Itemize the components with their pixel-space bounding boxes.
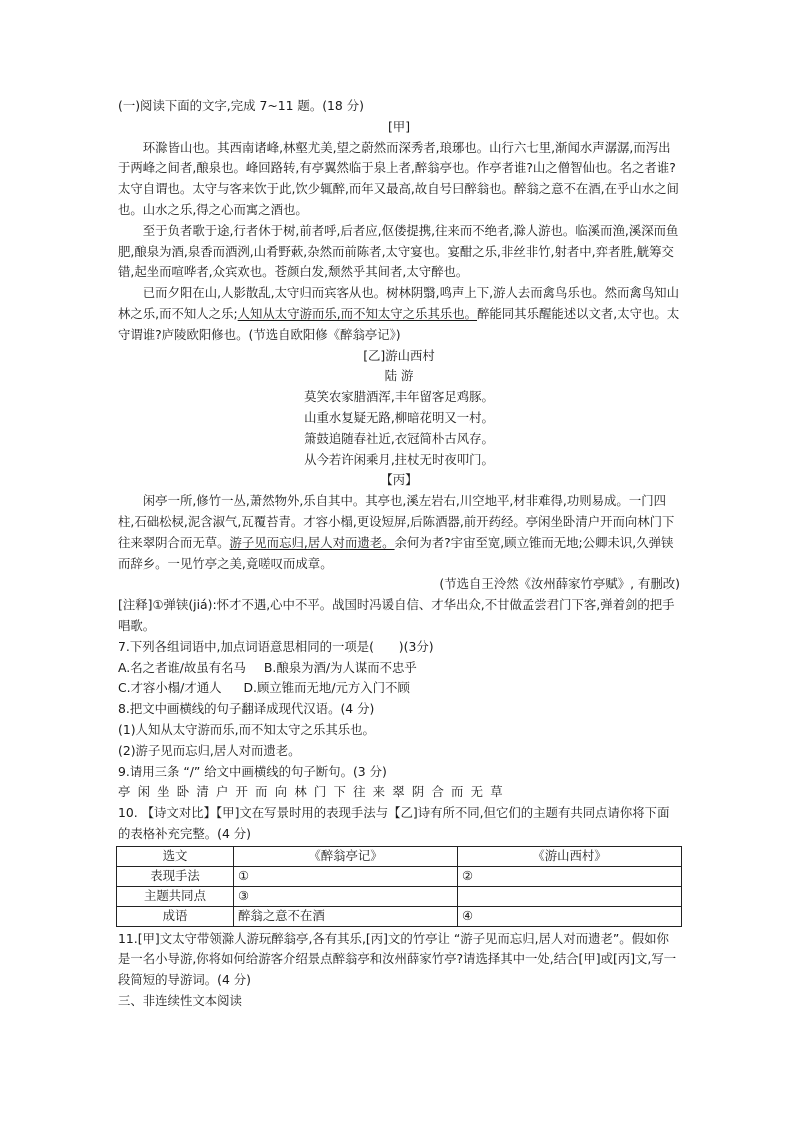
- poem-line: 山重水复疑无路,柳暗花明又一村。: [304, 409, 494, 425]
- table-cell: 醉翁之意不在酒: [234, 906, 458, 926]
- q8-item-2: (2)游子见而忘归,居人对而遗老。: [118, 742, 301, 758]
- text-yi-title: [乙]游山西村: [363, 347, 435, 363]
- q7-stem: 7.下列各组词语中,加点词语意思相同的一项是( )(3分): [118, 638, 434, 654]
- q9-stem: 9.请用三条 “/” 给文中画横线的句子断句。(3 分): [118, 763, 387, 779]
- annotation-note: [注释]①弹铗(jiá):怀才不遇,心中不平。战国时冯谖自信、才华出众,不甘做孟尝君门下客,弹着剑的把手唱歌。: [118, 597, 675, 633]
- text-jia-paragraph-3: [118, 283, 680, 345]
- q8-item-1: (1)人知从太守游而乐,而不知太守之乐其乐也。: [118, 721, 375, 737]
- section-header: (一)阅读下面的文字,完成 7~11 题。(18 分): [118, 98, 364, 113]
- next-section-heading: 三、非连续性文本阅读: [118, 993, 242, 1009]
- text-jia-p3-start: 已而夕阳在山,人影散乱,太守归而宾客从也。树林阴翳,鸣声上下,游人去而禽鸟乐也。然而禽鸟知山林之乐,而不知人之乐;: [118, 285, 679, 321]
- table-cell: 《醉翁亭记》: [234, 846, 458, 866]
- comparison-table: [116, 846, 682, 927]
- text-bing-paragraph: [118, 491, 680, 574]
- q7-option-c: C.才容小榻/才通人: [118, 680, 222, 696]
- underlined-sentence-bing: 游子见而忘归,居人对而遗老。: [229, 534, 395, 550]
- text-bing-source: (节选自王泠然《汝州薛家竹亭赋》, 有删改): [439, 576, 680, 592]
- q10-stem: 10. 【诗文对比】【甲]文在写景时用的表现手法与【乙]诗有所不同,但它们的主题有共同点请你将下面的表格补充完整。(4 分): [118, 805, 670, 841]
- q7-option-d: D.顾立锥而无地/元方入门不顾: [243, 680, 410, 696]
- text-jia-paragraph-2: 至于负者歌于途,行者休于树,前者呼,后者应,伛偻提携,往来而不绝者,滁人游也。临溪而渔,溪深而鱼肥,酿泉为酒,泉香而酒洌,山肴野蔌,杂然而前陈者,太守宴也。宴酣之乐,非丝非竹,射者中,弈者胜,觥筹交错,起坐而喧哗者,众宾欢也。苍颜白发,颓然乎其间者,太守醉也。: [118, 222, 679, 280]
- q7-options-row-2: [118, 678, 680, 699]
- q8-stem: 8.把文中画横线的句子翻译成现代汉语。(4 分): [118, 701, 375, 717]
- text-jia-paragraph-1: 环滁皆山也。其西南诸峰,林壑尤美,望之蔚然而深秀者,琅琊也。山行六七里,渐闻水声潺潺,而泻出于两峰之间者,酿泉也。峰回路转,有亭翼然临于泉上者,醉翁亭也。作亭者谁?山之僧智仙也。名之者谁?太守自谓也。太守与客来饮于此,饮少辄醉,而年又最高,故自号曰醉翁也。醉翁之意不在酒,在乎山水之间也。山水之乐,得之心而寓之酒也。: [118, 139, 679, 217]
- table-cell: ④: [458, 906, 682, 926]
- table-row: [117, 886, 682, 906]
- text-jia-p3-end: 醉能同其乐醒能述以文者,太守也。太守谓谁?庐陵欧阳修也。(节选自欧阳修《醉翁亭记》): [118, 305, 680, 342]
- poem-line: 箫鼓追随春社近,衣冠简朴古风存。: [304, 430, 494, 446]
- q7-options-row-1: [118, 658, 680, 679]
- table-cell: 选文: [117, 846, 234, 866]
- text-bing-label: 【丙】: [380, 472, 418, 488]
- table-cell: ①: [234, 866, 458, 886]
- poem-line: 莫笑农家腊酒浑,丰年留客足鸡豚。: [304, 389, 494, 405]
- text-bing-end: 余何为者?宇宙至宽,顾立锥而无地;公卿未识,久弹铗而辞乡。一见竹亭之美,竟嗟叹而成章。: [118, 534, 674, 571]
- q11-stem: 11.[甲]文太守带领滁人游玩醉翁亭,各有其乐,[丙]文的竹亭让 “游子见而忘归,居人对而遗老”。假如你是一名小导游,你将如何给游客介绍景点醉翁亭和汝州薛家竹亭?请选择其中一处,结合[甲]或[丙]文,写一段简短的导游词。(4 分): [118, 930, 677, 988]
- table-header-row: [117, 846, 682, 866]
- table-cell: 成语: [117, 906, 234, 926]
- table-cell: 表现手法: [117, 866, 234, 886]
- text-yi-author: 陆 游: [384, 368, 414, 384]
- table-cell: ②: [458, 866, 682, 886]
- table-row: [117, 906, 682, 926]
- text-jia-label: [甲]: [387, 118, 411, 134]
- q7-option-b: B.酿泉为酒/为人谋而不忠乎: [263, 659, 417, 675]
- table-cell: 主题共同点: [117, 886, 234, 906]
- underlined-sentence-jia: 人知从太守游而乐,而不知太守之乐其乐也。: [237, 305, 478, 321]
- table-cell: [458, 886, 682, 906]
- table-cell: 《游山西村》: [458, 846, 682, 866]
- document-page: [118, 96, 680, 1012]
- poem-line: 从今若许闲乘月,拄杖无时夜叩门。: [304, 451, 494, 467]
- table-row: [117, 866, 682, 886]
- q9-sentence: 亭闲坐卧清户开而向林门下往来翠阴合而无草: [118, 784, 510, 800]
- q7-option-a: A.名之者谁/故虽有名马: [118, 659, 246, 675]
- text-bing-start: 闲亭一所,修竹一丛,萧然物外,乐自其中。其亭也,溪左岩右,川空地平,材非难得,功则易成。一门四柱,石础松棂,泥含淑气,瓦覆苔青。才容小榻,更设短屏,后陈酒器,前开药经。亭闲坐卧清户开而向林门下往来翠阴合而无草。: [118, 493, 675, 550]
- table-cell: ③: [234, 886, 458, 906]
